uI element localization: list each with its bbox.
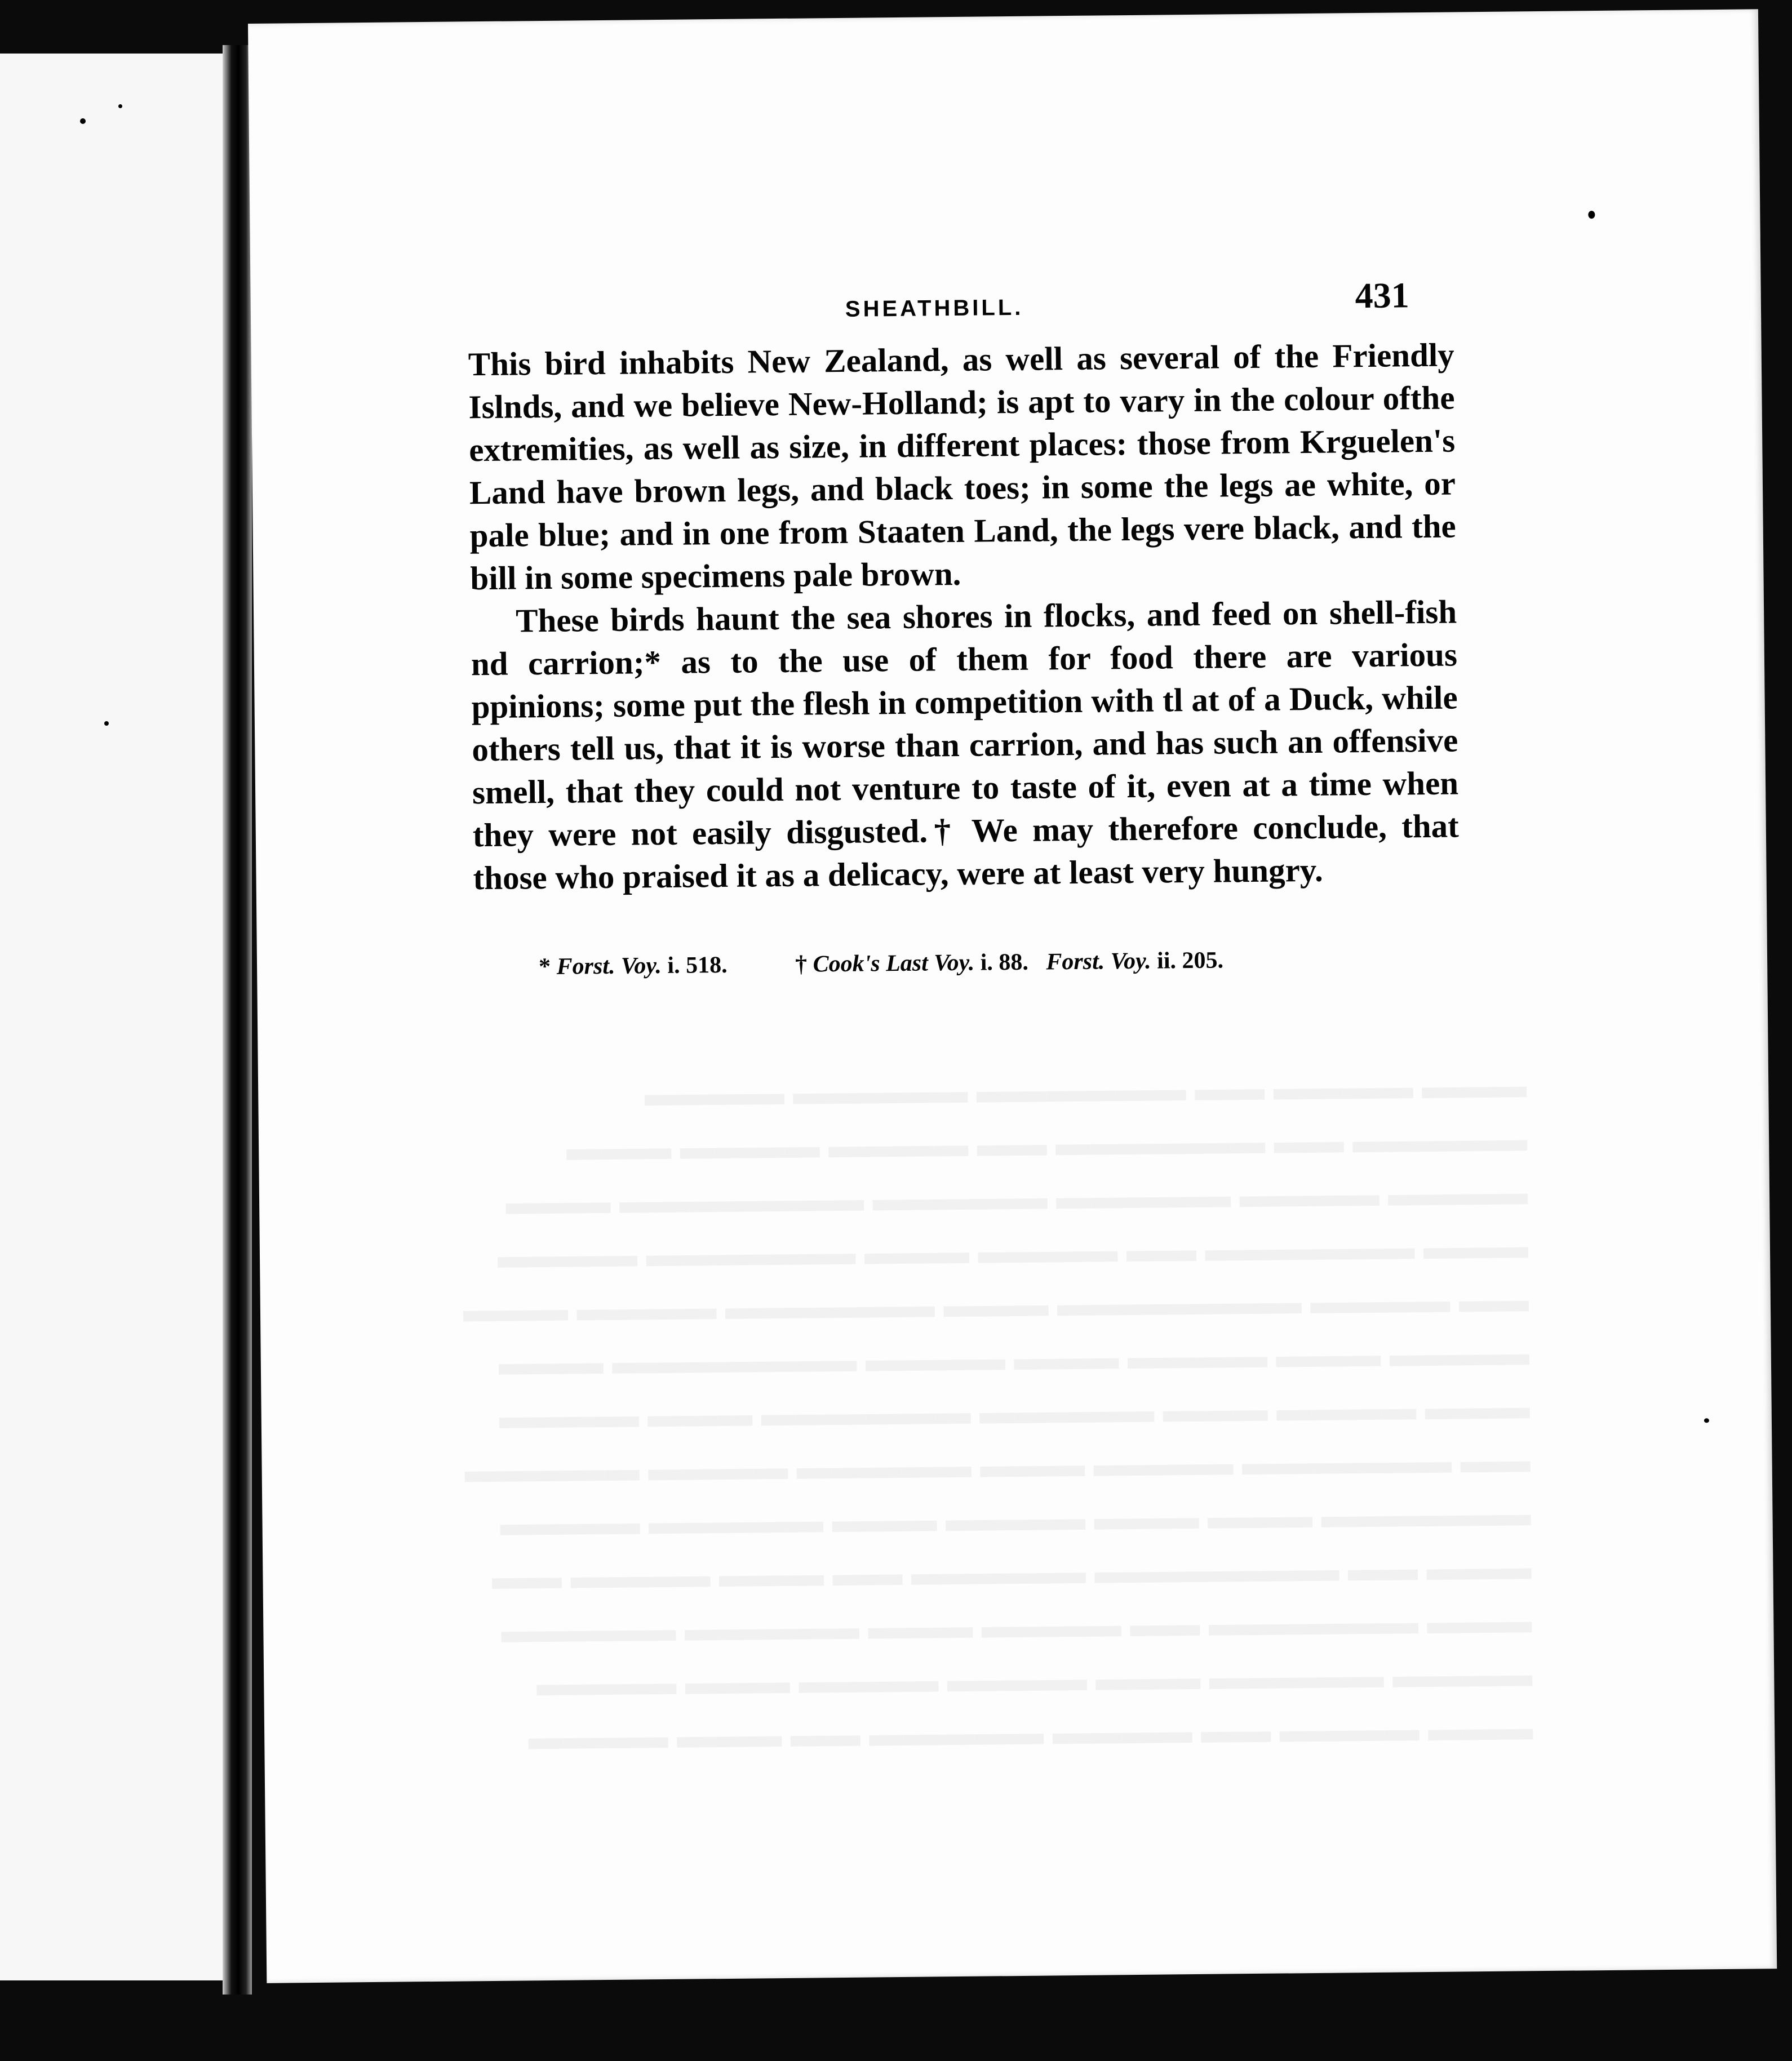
- footnote-source: Forst. Voy.: [556, 953, 662, 980]
- body-text: [468, 333, 1459, 899]
- running-head: SHEATHBILL.: [845, 295, 1024, 322]
- page-header: [250, 265, 1761, 331]
- footnote-source: Forst. Voy.: [1046, 948, 1151, 975]
- left-page-edge: [0, 54, 243, 1980]
- scan-speck: [1588, 211, 1595, 219]
- footnote-mark: †: [795, 951, 808, 978]
- footnote-mark: *: [538, 953, 551, 980]
- paragraph: These birds haunt the sea shores in flocks, and feed on shell-fish nd carrion;* as to the use of them for food there are various ppinions; some put the flesh in competition with tl at of a Duck, while others tell us, that it is worse than carrion, and has such an offensive smell, that they could not venture to taste of it, even at a time when they were not easily disgusted.† We may therefore conclude, that those who praised it as a delicacy, were at least very hungry.: [471, 593, 1460, 897]
- footnote-reference: i. 518.: [667, 952, 728, 979]
- page-number: 431: [1355, 275, 1410, 316]
- book-page: [248, 9, 1777, 1983]
- footnote-reference: ii. 205.: [1156, 947, 1224, 974]
- footnote-reference: i. 88.: [980, 949, 1029, 976]
- scan-speck: [104, 721, 109, 726]
- footnotes: [539, 944, 1469, 980]
- footnote-source: Cook's Last Voy.: [813, 949, 975, 978]
- book-gutter: [223, 45, 252, 1995]
- scan-speck: [1704, 1418, 1709, 1423]
- footnote: [795, 947, 1223, 978]
- show-through-text: [461, 1059, 1533, 1765]
- scan-speck: [80, 118, 86, 124]
- footnote: [539, 952, 728, 980]
- scan-speck: [118, 104, 122, 108]
- paragraph: This bird inhabits New Zealand, as well as several of the Friendly Islnds, and we believe New-Holland; is apt to vary in the colour ofthe extremities, as well as size, in different places: those from Krguelen's Land have brown legs, and black toes; in some the legs ae white, or pale blue; and in one from Staaten Land, the legs vere black, and the bill in some specimens pale brown.: [468, 336, 1456, 597]
